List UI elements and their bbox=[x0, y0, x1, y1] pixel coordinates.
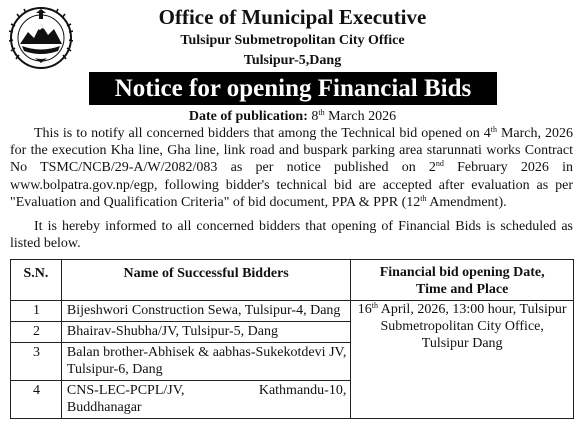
paragraph-text: March, 2026 for the execution Kha line, Gha line, link road and buspark parking area starunnati works Contract No TSMC/NCB/29-A/W/2082/083 as per notice published on 2 bbox=[10, 126, 573, 176]
paragraph-text: This is to notify all concerned bidders that among the Technical bid opened on 4 bbox=[34, 126, 491, 141]
header-financial-line1: Financial bid opening Date, bbox=[379, 265, 545, 280]
row-sn: 3 bbox=[11, 343, 62, 381]
table-row bbox=[11, 301, 574, 322]
publication-date bbox=[0, 109, 585, 125]
row-sn: 2 bbox=[11, 322, 62, 343]
publication-date-label: Date of publication: bbox=[188, 109, 308, 124]
notice-title-banner: Notice for opening Financial Bids bbox=[89, 72, 497, 105]
financial-opening-details bbox=[351, 301, 574, 419]
header-financial-line2: Time and Place bbox=[416, 282, 509, 297]
row-bidder-name: Bijeshwori Construction Sewa, Tulsipur-4, Dang bbox=[61, 301, 350, 322]
opening-line1: April, 2026, 13:00 hour, Tulsipur bbox=[380, 302, 567, 317]
ordinal-suffix: th bbox=[420, 193, 427, 203]
row-bidder-name: CNS-LEC-PCPL/JV, Kathmandu-10, Buddhanagar bbox=[61, 381, 350, 419]
row-bidder-name: Bhairav-Shubha/JV, Tulsipur-5, Dang bbox=[61, 322, 350, 343]
city-office-name: Tulsipur Submetropolitan City Office bbox=[180, 33, 405, 48]
row-sn: 1 bbox=[11, 301, 62, 322]
paragraph-text: Amendment). bbox=[429, 194, 507, 210]
opening-day-suffix: th bbox=[371, 301, 379, 310]
opening-line2: Submetropolitan City Office, bbox=[380, 319, 544, 334]
header-financial-opening bbox=[351, 260, 574, 301]
row-bidder-name: Balan brother-Abhisek & aabhas-Sukekotdevi JV, Tulsipur-6, Dang bbox=[61, 343, 350, 381]
opening-day: 16 bbox=[357, 302, 372, 317]
row-sn: 4 bbox=[11, 381, 62, 419]
header-name: Name of Successful Bidders bbox=[61, 260, 350, 301]
publication-date-suffix: th bbox=[318, 108, 325, 117]
opening-line3: Tulsipur Dang bbox=[421, 336, 503, 351]
office-address: Tulsipur-5,Dang bbox=[243, 53, 342, 68]
paragraph-text: February 2026 in www.bolpatra.gov.np/egp, following bidder's technical bid are accepted after evaluation as per "Evaluation and Qualification Criteria" of bid document, PPA & PPR (12 bbox=[10, 160, 574, 210]
header-sn: S.N. bbox=[11, 260, 62, 301]
successful-bidders-table bbox=[10, 259, 574, 419]
notice-paragraph-financial-bid: It is hereby informed to all concerned bidders that opening of Financial Bids is scheduled as listed below. bbox=[10, 219, 573, 252]
publication-date-rest: March 2026 bbox=[328, 109, 397, 124]
office-title: Office of Municipal Executive bbox=[158, 5, 427, 29]
table-header-row bbox=[11, 260, 574, 301]
notice-paragraph-technical-bid bbox=[10, 125, 573, 211]
ordinal-suffix: th bbox=[490, 125, 497, 134]
publication-date-day: 8 bbox=[311, 109, 319, 124]
ordinal-suffix: nd bbox=[435, 159, 444, 169]
